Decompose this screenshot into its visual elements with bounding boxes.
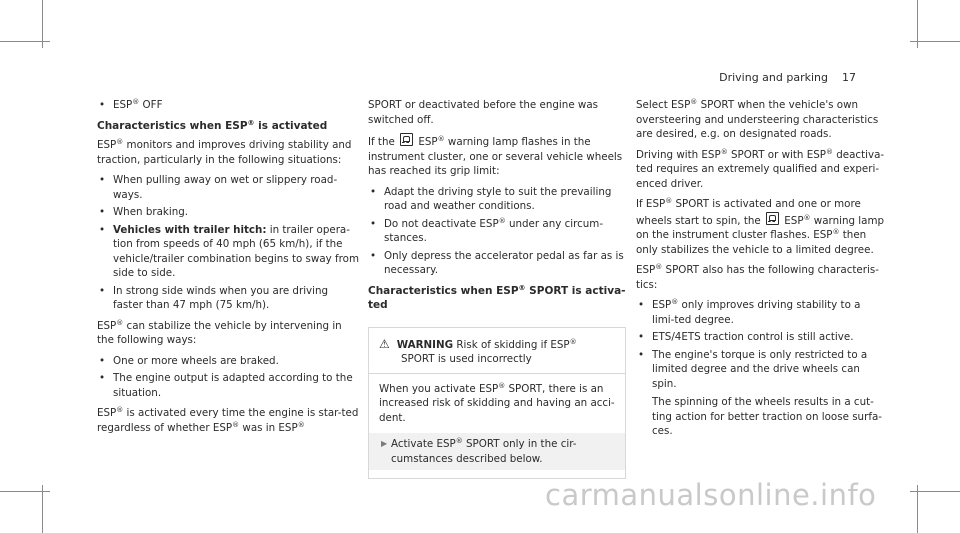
list-item: • Only depress the accelerator pedal as far as is necessary. [368, 249, 626, 278]
paragraph: When you activate ESP® SPORT, there is an increased risk of skidding and having an acci-dent. [379, 381, 615, 424]
grip-list [368, 185, 626, 278]
paragraph: ESP® SPORT also has the following characteris-tics: [636, 263, 879, 291]
page-number: 17 [842, 71, 856, 84]
ways-list [97, 354, 359, 401]
column-middle [368, 98, 626, 479]
list-item: • When pulling away on wet or slippery road-ways. [97, 173, 359, 202]
column-right [636, 98, 886, 445]
list-item: • Vehicles with trailer hitch: in trailer opera-tion from speeds of 40 mph (65 km/h), if the vehicle/trailer combination begins to sway from side to side. [97, 223, 359, 281]
paragraph: If ESP® SPORT is activated and one or more wheels start to spin, the ESP® warning lamp on the instrument cluster flashes. ESP® then only stabilizes the vehicle to a limited degree. [636, 197, 885, 256]
warning-triangle-icon: ⚠ [379, 336, 390, 351]
list-item: • Adapt the driving style to suit the prevailing road and weather conditions. [368, 185, 626, 214]
crop-mark [910, 491, 960, 492]
esp-off-list [97, 98, 359, 113]
paragraph: Select ESP® SPORT when the vehicle's own oversteering and understeering characteristics are desired, e.g. on designated roads. [636, 98, 879, 140]
paragraph: ESP® monitors and improves driving stability and traction, particularly in the following situations: [97, 138, 352, 166]
sport-characteristics-list [636, 298, 886, 439]
heading-esp-activated: Characteristics when ESP® is activated [97, 118, 328, 132]
paragraph: ESP® can stabilize the vehicle by intervening in the following ways: [97, 318, 342, 346]
list-note: The spinning of the wheels results in a cut-ting action for better traction on loose surfa-ces. [652, 396, 882, 437]
crop-mark [917, 485, 918, 533]
paragraph: SPORT or deactivated before the engine was switched off. [368, 99, 599, 126]
warning-box [368, 327, 626, 480]
paragraph: Driving with ESP® SPORT or with ESP® deactiva-ted requires an extremely qualified and experi-enced driver. [636, 147, 885, 190]
warning-header: ⚠ WARNING Risk of skidding if ESP® SPORT is used incorrectly [379, 336, 577, 365]
crop-mark [0, 491, 50, 492]
section-title: Driving and parking [719, 71, 828, 84]
list-item: • One or more wheels are braked. [97, 354, 359, 369]
crop-mark [910, 41, 960, 42]
warning-title: WARNING [396, 338, 454, 351]
situations-list [97, 173, 359, 313]
column-left [97, 98, 359, 441]
list-item: • ESP® only improves driving stability to a limi-ted degree. [636, 298, 886, 327]
list-item: • ETS/4ETS traction control is still active. [636, 330, 886, 345]
list-item: • When braking. [97, 205, 359, 220]
list-item: • ESP® OFF [97, 98, 359, 113]
list-item: • In strong side winds when you are driving faster than 47 mph (75 km/h). [97, 284, 359, 313]
list-item: • The engine output is adapted according to the situation. [97, 371, 359, 400]
heading-esp-sport: Characteristics when ESP® SPORT is activa-ted [368, 283, 626, 311]
warning-body [369, 373, 625, 479]
warning-action: ▶ Activate ESP® SPORT only in the cir-cumstances described below. [369, 433, 625, 470]
crop-mark [42, 485, 43, 533]
list-item: • Do not deactivate ESP® under any circum-stances. [368, 217, 626, 246]
paragraph: ESP® is activated every time the engine is star-ted regardless of whether ESP® was in ESP® [97, 406, 359, 434]
paragraph: If the ESP® warning lamp flashes in the instrument cluster, one or several vehicle wheels has reached its grip limit: [368, 135, 623, 177]
running-header [719, 71, 856, 86]
esp-warning-lamp-icon [766, 212, 779, 225]
crop-mark [0, 41, 50, 42]
list-item: • The engine's torque is only restricted to a limited degree and the drive wheels can spin. The spinning of the wheels results in a cut-ting action for better traction on loose surfa-ces. [636, 348, 886, 439]
watermark: carmanualsonline.info [545, 478, 877, 512]
esp-warning-lamp-icon [400, 133, 413, 146]
